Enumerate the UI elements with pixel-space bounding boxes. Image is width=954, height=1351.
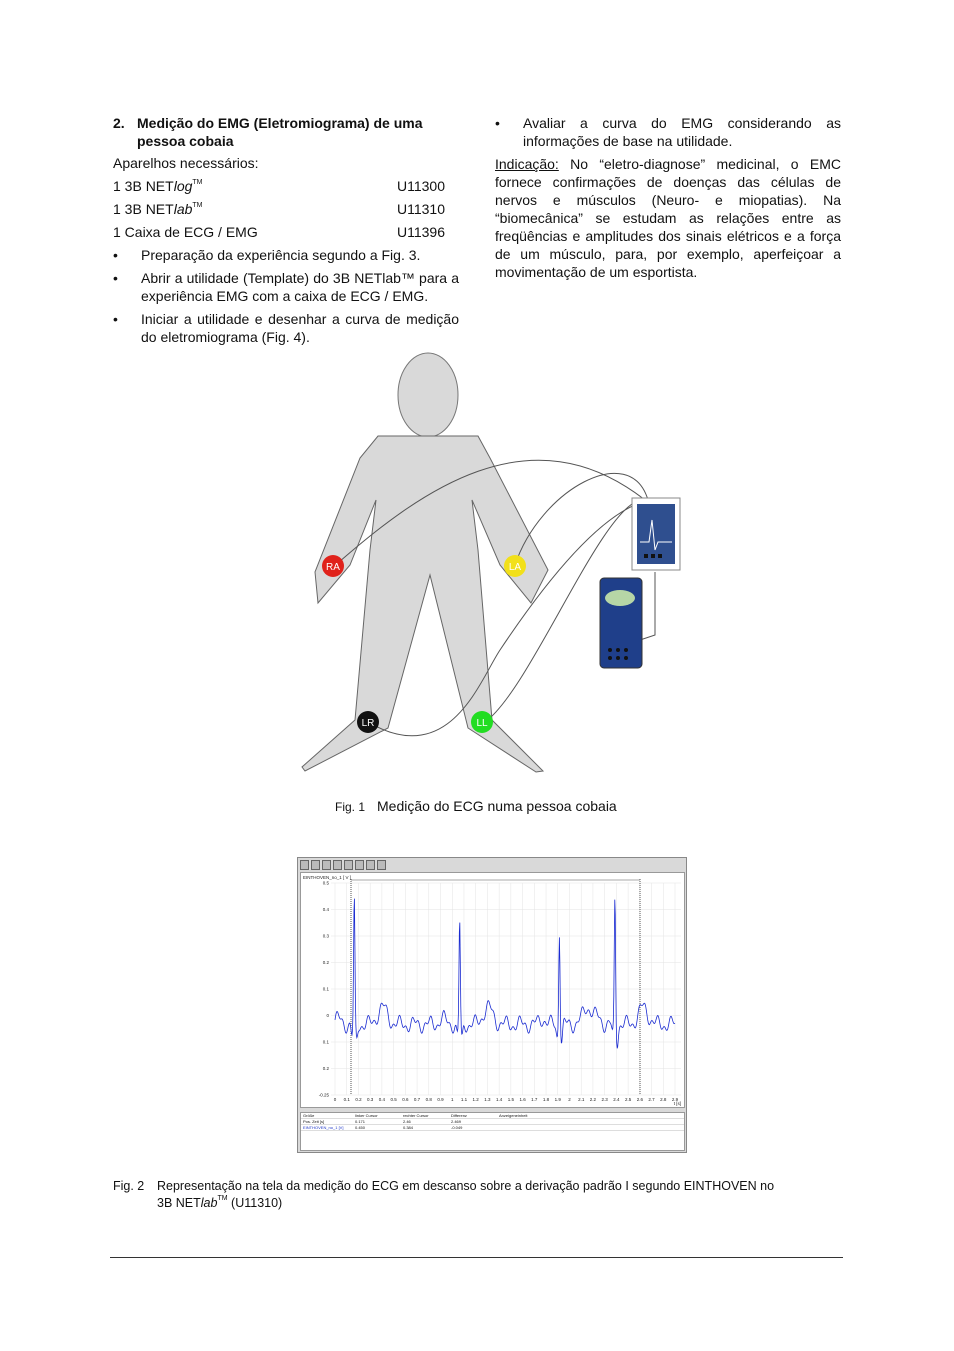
figure-2-caption-line2 xyxy=(113,1195,813,1212)
section-heading-line1: Medição do EMG (Eletromiograma) de uma xyxy=(137,115,423,131)
table-header: rechter Cursor xyxy=(403,1113,429,1118)
right-column xyxy=(495,114,841,286)
trademark: TM xyxy=(192,179,203,186)
toolbar-button xyxy=(300,860,309,870)
caption-product-name: 3B NET xyxy=(157,1196,201,1210)
table-row xyxy=(301,1125,684,1131)
toolbar-button xyxy=(377,860,386,870)
equipment-name: 1 3B NET xyxy=(113,201,174,217)
y-tick-label: -0.25 xyxy=(318,1092,329,1098)
x-tick-label: 2.2 xyxy=(589,1097,597,1102)
section-heading xyxy=(113,114,459,150)
x-tick-label: 0.7 xyxy=(413,1097,421,1102)
figure-2-caption xyxy=(113,1178,813,1212)
equipment-row xyxy=(113,200,459,218)
x-tick-label: 0.5 xyxy=(390,1097,397,1102)
toolbar-button xyxy=(333,860,342,870)
x-tick-label: 1 xyxy=(450,1097,454,1102)
x-tick-label: 0.8 xyxy=(425,1097,432,1102)
x-tick-label: 2.9 xyxy=(671,1097,679,1102)
electrode-ll-label: LL xyxy=(476,718,488,729)
electrode-ra-label: RA xyxy=(326,562,340,573)
caption-product-code: (U11310) xyxy=(227,1196,283,1210)
y-tick-label: 0.2 xyxy=(322,960,329,965)
list-item: • Avaliar a curva do EMG considerando as informações de base na utilidade. xyxy=(495,114,841,150)
x-axis-ticks xyxy=(334,1097,679,1102)
plot-grid xyxy=(331,883,681,1095)
list-item: • Abrir a utilidade (Template) do 3B NETlab™ para a experiência EMG com a caixa de ECG / EMG. xyxy=(113,269,459,305)
x-tick-label: 1.2 xyxy=(472,1097,479,1102)
y-tick-label: 0.3 xyxy=(322,933,329,939)
electrode-ll xyxy=(471,711,493,733)
measurement-table xyxy=(300,1112,685,1151)
x-tick-label: 2.8 xyxy=(660,1097,667,1102)
x-tick-label: 0.3 xyxy=(367,1097,374,1102)
y-tick-label: 0.4 xyxy=(322,907,329,912)
toolbar-button xyxy=(355,860,364,870)
x-tick-label: 0.4 xyxy=(378,1097,386,1102)
table-cell: -0.049 xyxy=(451,1125,463,1130)
table-cell: 2.469 xyxy=(451,1119,462,1124)
x-tick-label: 2 xyxy=(568,1097,571,1102)
x-tick-label: 1.4 xyxy=(496,1097,503,1102)
toolbar-button xyxy=(322,860,331,870)
figure-2-screenshot xyxy=(297,857,687,1153)
table-header: Differenz xyxy=(451,1113,467,1118)
y-tick-label: 0.1 xyxy=(322,986,329,992)
table-header: linker Cursor xyxy=(355,1113,378,1118)
x-tick-label: 1.1 xyxy=(460,1097,468,1102)
note-paragraph xyxy=(495,155,841,281)
x-tick-label: 2.5 xyxy=(624,1097,632,1102)
table-header: Größe xyxy=(303,1113,315,1118)
x-tick-label: 0.6 xyxy=(402,1097,409,1102)
note-label: Indicação: xyxy=(495,156,559,172)
table-cell: Pos. Zeit [s] xyxy=(303,1119,325,1124)
equipment-row xyxy=(113,177,459,195)
toolbar-button xyxy=(366,860,375,870)
x-tick-label: 0.1 xyxy=(343,1097,350,1102)
ecg-plot-area xyxy=(300,872,685,1108)
x-tick-label: 2.1 xyxy=(578,1097,585,1102)
electrode-lr xyxy=(357,711,379,733)
equipment-code: U11396 xyxy=(397,224,446,240)
toolbar-button xyxy=(311,860,320,870)
table-cell: 0.171 xyxy=(355,1119,366,1124)
x-tick-label: 0 xyxy=(333,1097,337,1102)
equipment-code: U11310 xyxy=(397,201,446,217)
x-tick-label: 1.5 xyxy=(507,1097,514,1102)
toolbar-button xyxy=(344,860,353,870)
x-tick-label: 1.9 xyxy=(554,1097,561,1102)
x-tick-label: 2.7 xyxy=(648,1097,655,1102)
electrode-la-label: LA xyxy=(508,562,522,573)
equipment-name-italic: lab xyxy=(173,201,193,217)
figure-1-label: Fig. 1 xyxy=(335,800,366,814)
y-tick-label: 0.5 xyxy=(322,880,329,886)
list-item: • Preparação da experiência segundo a Fig. 3. xyxy=(113,246,459,264)
x-tick-label: 0.2 xyxy=(355,1097,362,1102)
equipment-row xyxy=(113,223,459,241)
table-cell: 2.46 xyxy=(403,1119,411,1124)
electrode-la xyxy=(504,555,526,577)
figure-2-caption-line1: Representação na tela da medição do ECG em descanso sobre a derivação padrão I segundo EINTHOVEN no xyxy=(157,1179,775,1193)
figure-1-illustration xyxy=(300,350,690,780)
section-number: 2. xyxy=(113,115,125,131)
screenshot-toolbar xyxy=(300,860,386,872)
equipment-name: 1 3B NET xyxy=(113,178,174,194)
ecg-emg-box-device xyxy=(632,498,680,570)
trademark: TM xyxy=(217,1195,228,1202)
electrode-lr-label: LR xyxy=(361,718,375,729)
x-tick-label: 1.6 xyxy=(519,1097,526,1102)
table-cell: 0.450 xyxy=(355,1125,366,1130)
apparatus-title: Aparelhos necessários: xyxy=(113,155,259,171)
x-tick-label: 2.3 xyxy=(601,1097,608,1102)
x-tick-label: 1.7 xyxy=(531,1097,538,1102)
ecg-plot xyxy=(301,873,684,1107)
netlog-device xyxy=(600,578,642,668)
table-header: Anzeigeneinheit xyxy=(499,1113,528,1118)
list-item: • Iniciar a utilidade e desenhar a curva de medição do eletromiograma (Fig. 4). xyxy=(113,310,459,346)
y-tick-label: 0.2 xyxy=(322,1066,329,1071)
table-cell: EINTHOVEN_no_1 [V] xyxy=(303,1125,344,1130)
section-heading-line2: pessoa cobaia xyxy=(137,133,234,149)
electrode-ra xyxy=(322,555,344,577)
procedure-list xyxy=(113,246,459,346)
x-tick-label: 0.9 xyxy=(437,1097,444,1102)
equipment-code: U11300 xyxy=(397,178,446,194)
x-tick-label: 1.3 xyxy=(484,1097,491,1102)
table-cell: 0.384 xyxy=(403,1125,414,1130)
figure-1-caption-text: Medição do ECG numa pessoa cobaia xyxy=(377,798,617,814)
x-axis-unit: t [s] xyxy=(673,1101,681,1106)
evaluation-list xyxy=(495,114,841,150)
y-axis-ticks xyxy=(319,881,330,1098)
channel-label: EINTHOVEN_no_1 [ V ] xyxy=(303,875,352,880)
caption-product-italic: lab xyxy=(200,1196,218,1210)
x-tick-label: 2.6 xyxy=(636,1097,643,1102)
y-tick-label: 0 xyxy=(326,1013,329,1018)
left-column xyxy=(113,114,459,351)
ecg-trace xyxy=(335,899,675,1049)
x-tick-label: 1.8 xyxy=(542,1097,550,1102)
x-tick-label: 2.4 xyxy=(613,1097,620,1102)
figure-2-label: Fig. 2 xyxy=(113,1179,145,1193)
figure-1-caption xyxy=(335,797,617,816)
y-tick-label: 0.1 xyxy=(322,1039,329,1045)
equipment-name-italic: log xyxy=(173,178,193,194)
trademark: TM xyxy=(192,202,203,209)
note-text: No “eletro-diagnose” medicinal, o EMC fornece confirmações de doenças das células de nervos e músculos (Neuro- e miopatias). Na “biomecânica” se estudam as relações entre as freqüências e amplitudes dos sinais elétricos e a força de um músculo, para, por exemplo, aperfeiçoar a movimentação de um esportista. xyxy=(495,156,841,280)
equipment-name: 1 Caixa de ECG / EMG xyxy=(113,224,258,240)
footer-rule xyxy=(110,1257,843,1258)
